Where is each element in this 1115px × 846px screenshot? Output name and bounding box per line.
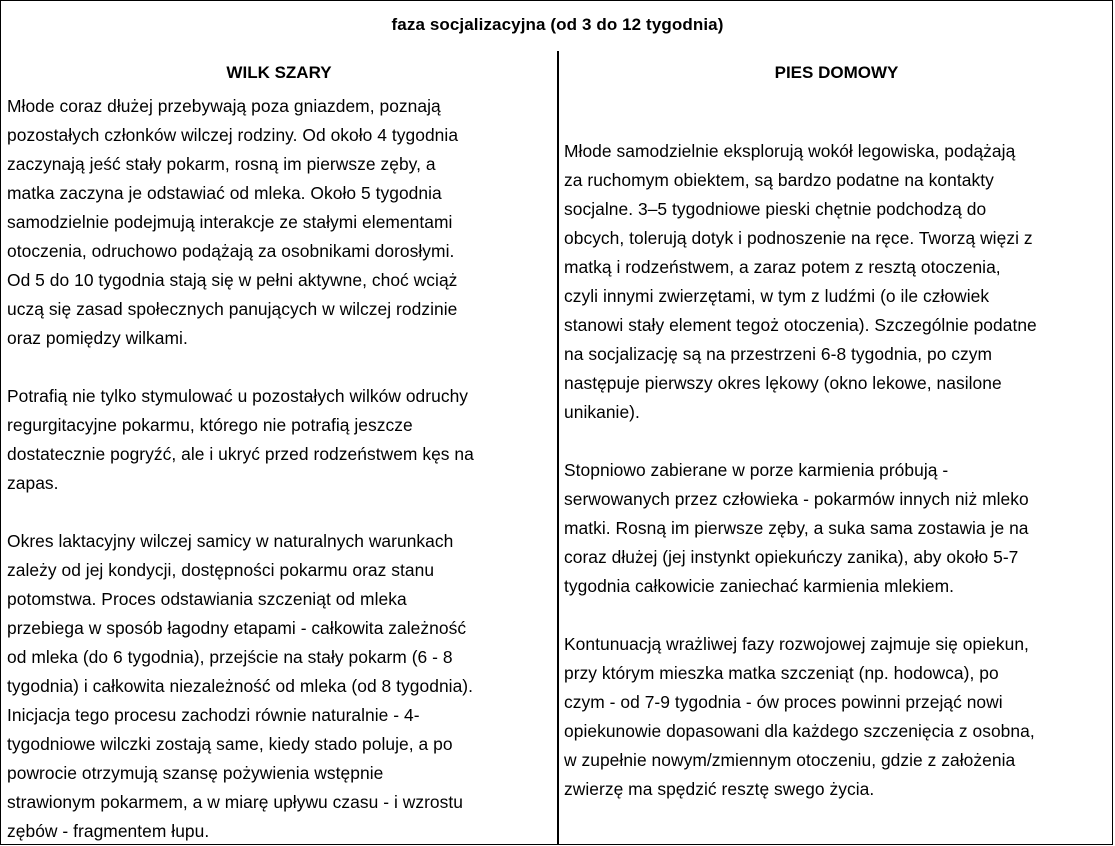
text-line: pozostałych członków wilczej rodziny. Od około 4 tygodnia — [7, 125, 459, 145]
text-line: opiekunowie dopasowani dla każdego szczenięcia z osobna, — [564, 721, 1035, 741]
text-line: regurgitacyjne pokarmu, którego nie potrafią jeszcze — [7, 415, 413, 435]
text-line: dostatecznie pogryźć, ale i ukryć przed rodzeństwem kęs na — [7, 444, 474, 464]
text-line: zależy od jej kondycji, dostępności pokarmu oraz stanu — [7, 560, 435, 580]
text-line: serwowanych przez człowieka - pokarmów innych niż mleko — [564, 489, 1029, 509]
text-line: powrocie otrzymują szansę pożywienia wstępnie — [7, 763, 384, 783]
text-line: następuje pierwszy okres lękowy (okno lekowe, nasilone — [564, 373, 1002, 393]
text-line: Inicjacja tego procesu zachodzi równie naturalnie - 4- — [7, 705, 420, 725]
text-line: czyli innymi zwierzętami, w tym z ludźmi (o ile człowiek — [564, 286, 990, 306]
text-line: zaczynają jeść stały pokarm, rosną im pierwsze zęby, a — [7, 154, 436, 174]
text-line: oraz pomiędzy wilkami. — [7, 328, 188, 348]
column-divider — [557, 51, 559, 845]
text-line: zapas. — [7, 473, 59, 493]
column-header-wilk-szary: WILK SZARY — [226, 63, 332, 82]
text-line: czym - od 7-9 tygodnia - ów proces powinni przejąć nowi — [564, 692, 1003, 712]
text-line: tygodniowe wilczki zostają same, kiedy stado poluje, a po — [7, 734, 453, 754]
column-header-pies-domowy: PIES DOMOWY — [774, 63, 899, 82]
text-line: za ruchomym obiektem, są bardzo podatne na kontakty — [564, 170, 994, 190]
text-line: zębów - fragmentem łupu. — [7, 821, 210, 841]
text-line: Potrafią nie tylko stymulować u pozostałych wilków odruchy — [7, 386, 469, 406]
column-text-wilk-szary — [7, 92, 474, 846]
text-line: unikanie). — [564, 402, 640, 422]
text-line: Młode coraz dłużej przebywają poza gniazdem, poznają — [7, 96, 441, 116]
text-line: Okres laktacyjny wilczej samicy w naturalnych warunkach — [7, 531, 454, 551]
column-text-pies-domowy — [564, 137, 1037, 804]
text-line: obcych, tolerują dotyk i podnoszenie na ręce. Tworzą więzi z — [564, 228, 1033, 248]
text-line: Młode samodzielnie eksplorują wokół legowiska, podążają — [564, 141, 1016, 161]
text-line: w zupełnie nowym/zmiennym otoczeniu, gdzie z założenia — [564, 750, 1016, 770]
text-line: matka zaczyna je odstawiać od mleka. Około 5 tygodnia — [7, 183, 442, 203]
paragraph-gap — [564, 427, 1037, 456]
text-line: strawionym pokarmem, a w miarę upływu czasu - i wzrostu — [7, 792, 464, 812]
paragraph-gap — [7, 353, 474, 382]
text-line: od mleka (do 6 tygodnia), przejście na stały pokarm (6 - 8 — [7, 647, 453, 667]
text-line: socjalne. 3–5 tygodniowe pieski chętnie podchodzą do — [564, 199, 987, 219]
text-line: przy którym mieszka matka szczeniąt (np. hodowca), po — [564, 663, 999, 683]
paragraph-gap — [7, 498, 474, 527]
text-line: otoczenia, odruchowo podążają za osobnikami dorosłymi. — [7, 241, 455, 261]
text-line: tygodnia całkowicie zaniechać karmienia mlekiem. — [564, 576, 954, 596]
text-line: zwierzę ma spędzić resztę swego życia. — [564, 779, 875, 799]
text-line: matki. Rosną im pierwsze zęby, a suka sama zostawia je na — [564, 518, 1029, 538]
text-line: uczą się zasad społecznych panujących w wilczej rodzinie — [7, 299, 458, 319]
table-title: faza socjalizacyjna (od 3 do 12 tygodnia) — [391, 15, 724, 34]
text-line: przebiega w sposób łagodny etapami - całkowita zależność — [7, 618, 467, 638]
paragraph-gap — [564, 601, 1037, 630]
text-line: Kontunuacją wrażliwej fazy rozwojowej zajmuje się opiekun, — [564, 634, 1029, 654]
text-line: Od 5 do 10 tygodnia stają się w pełni aktywne, choć wciąż — [7, 270, 458, 290]
text-line: samodzielnie podejmują interakcje ze stałymi elementami — [7, 212, 453, 232]
text-line: tygodnia) i całkowita niezależność od mleka (od 8 tygodnia). — [7, 676, 474, 696]
text-line: Stopniowo zabierane w porze karmienia próbują - — [564, 460, 949, 480]
text-line: potomstwa. Proces odstawiania szczeniąt od mleka — [7, 589, 407, 609]
text-line: coraz dłużej (jej instynkt opiekuńczy zanika), aby około 5-7 — [564, 547, 1019, 567]
text-line: matką i rodzeństwem, a zaraz potem z resztą otoczenia, — [564, 257, 1001, 277]
text-line: stanowi stały element tegoż otoczenia). Szczególnie podatne — [564, 315, 1037, 335]
text-line: na socjalizację są na przestrzeni 6-8 tygodnia, po czym — [564, 344, 993, 364]
